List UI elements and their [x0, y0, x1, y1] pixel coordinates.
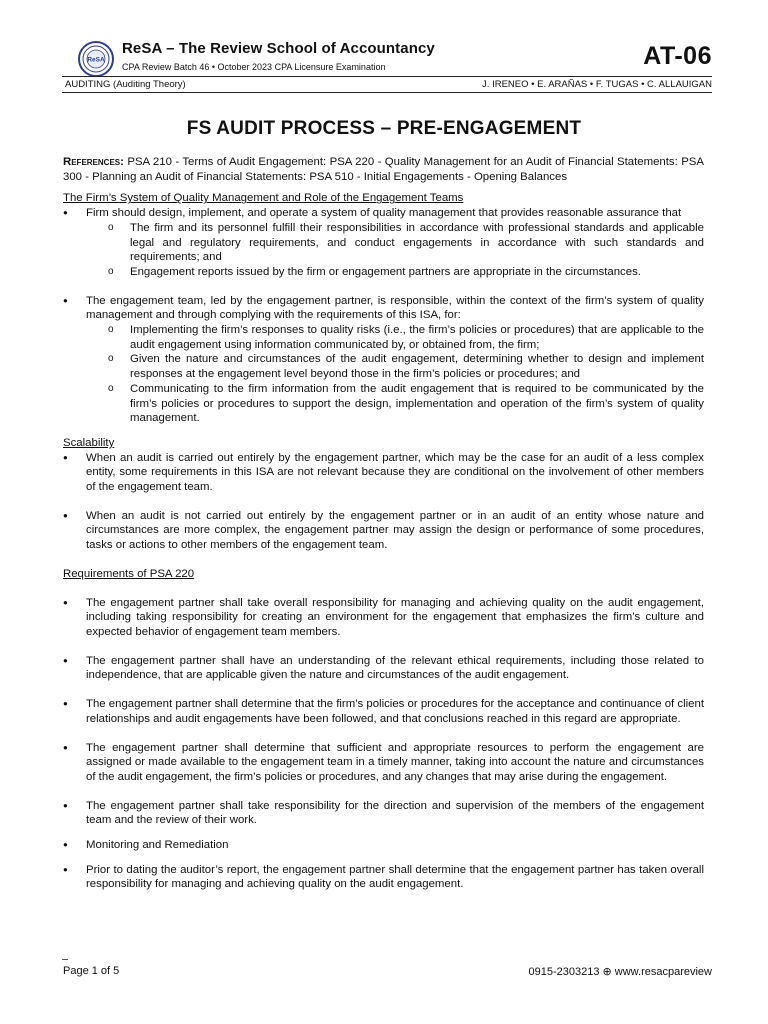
contact-info: 0915-2303213 ⊕ www.resacpareview — [528, 966, 712, 978]
section-heading-scalability: Scalability — [63, 436, 115, 449]
sub-list-item: o Given the nature and circumstances of the audit engagement, determining whether to design and implement responses at the engagement level beyond those in the firm’s policies or procedures; and — [63, 352, 704, 381]
list-item: ● The engagement partner shall determine that the firm’s policies or procedures for the acceptance and continuance of client relationships and audit engagements have been followed, and that conclusions reached in this regard are appropriate. — [63, 697, 704, 726]
list-item: ● Firm should design, implement, and operate a system of quality management that provides reasonable assurance that — [63, 206, 704, 221]
school-name: ReSA – The Review School of Accountancy — [122, 40, 435, 57]
references — [63, 155, 704, 184]
resa-seal-icon — [81, 44, 111, 74]
list-item: ● The engagement team, led by the engagement partner, is responsible, within the context of the firm’s system of quality management and through complying with the requirements of this ISA, for: — [63, 294, 704, 323]
section-heading-quality-management: The Firm’s System of Quality Management and Role of the Engagement Teams — [63, 192, 464, 205]
subject-label: AUDITING (Auditing Theory) — [65, 79, 186, 90]
sub-list-item: o Engagement reports issued by the firm or engagement partners are appropriate in the circumstances. — [63, 265, 704, 280]
list-item: ● The engagement partner shall determine that sufficient and appropriate resources to perform the engagement are assigned or made available to the engagement team in a timely manner, taking into account the nature and circumstances of the audit engagement, the firm’s policies or procedures, and any changes that may arise during the engagement. — [63, 741, 704, 785]
sub-list-item: o The firm and its personnel fulfill their responsibilities in accordance with professional standards and applicable legal and regulatory requirements, and conduct engagements in accordance with such standards and requirements; and — [63, 221, 704, 265]
page-title: FS AUDIT PROCESS – PRE-ENGAGEMENT — [186, 118, 582, 139]
section-heading-psa-220: Requirements of PSA 220 — [63, 567, 195, 580]
header-rule-top — [62, 76, 712, 77]
list-item: ● The engagement partner shall take overall responsibility for managing and achieving quality on the audit engagement, including taking responsibility for creating an environment for the engagement that emphasizes the firm’s culture and expected behavior of engagement team members. — [63, 596, 704, 640]
list-item: ● When an audit is not carried out entirely by the engagement partner or in an audit of an entity whose nature and circumstances are more complex, the engagement partner may assign the design or performance of some procedures, tasks or actions to other members of the engagement team. — [63, 509, 704, 553]
authors: J. IRENEO • E. ARAÑAS • F. TUGAS • C. ALLAUIGAN — [482, 79, 712, 90]
header-rule-bottom — [62, 92, 712, 93]
document-code: AT-06 — [643, 42, 712, 70]
document-body — [63, 155, 704, 892]
page-number: Page 1 of 5 — [63, 965, 120, 977]
batch-line: CPA Review Batch 46 • October 2023 CPA Licensure Examination — [122, 62, 386, 72]
resa-logo — [78, 41, 114, 77]
header-meta-row — [65, 79, 712, 90]
references-text: PSA 210 - Terms of Audit Engagement: PSA 220 - Quality Management for an Audit of Financial Statements: PSA 300 - Planning an Audit of Financial Statements: PSA 510 - Initial Engagements - Opening Balances — [63, 156, 704, 183]
page-footer — [63, 965, 712, 978]
sub-list-item: o Implementing the firm’s responses to quality risks (i.e., the firm’s policies or procedures) that are applicable to the audit engagement using information communicated by, or obtained from, the firm; — [63, 323, 704, 352]
footer-mark — [62, 959, 68, 960]
sub-list-item: o Communicating to the firm information from the audit engagement that is required to be communicated by the firm’s policies or procedures to support the design, implementation and operation of the firm’s system of quality management. — [63, 382, 704, 426]
list-item: ● The engagement partner shall take responsibility for the direction and supervision of the members of the engagement team and the review of their work. — [63, 799, 704, 828]
list-item: ● When an audit is carried out entirely by the engagement partner, which may be the case for an audit of a less complex entity, some requirements in this ISA are not relevant because they are conditional on the involvement of other members of the engagement team. — [63, 451, 704, 495]
list-item: ● Monitoring and Remediation — [63, 838, 704, 853]
list-item: ● Prior to dating the auditor’s report, the engagement partner shall determine that the engagement partner has taken overall responsibility for managing and achieving quality on the audit engagement. — [63, 863, 704, 892]
list-item: ● The engagement partner shall have an understanding of the relevant ethical requirements, including those related to independence, that are applicable given the nature and circumstances of the audit engagement. — [63, 654, 704, 683]
logo-text: ReSA — [87, 56, 105, 64]
references-label: References: — [63, 156, 124, 168]
